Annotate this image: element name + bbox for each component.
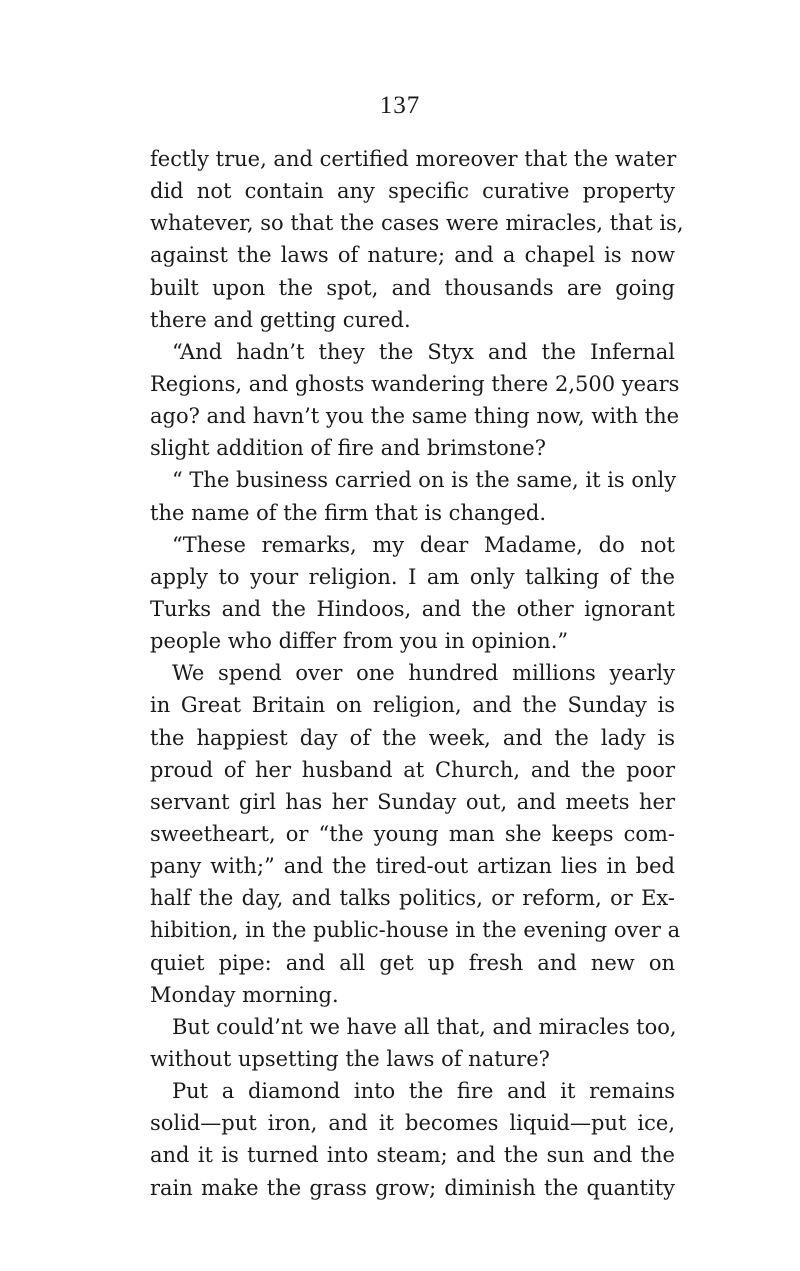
text-line: Put a diamond into the fire and it remains [172,1079,675,1104]
text-line: Turks and the Hindoos, and the other ignorant [150,596,675,621]
text-line: Regions, and ghosts wandering there 2,500 years [150,371,680,396]
text-line: ago? and havn’t you the same thing now, with the [150,404,680,429]
text-line: “And hadn’t they the Styx and the Infernal [172,339,675,364]
text-line: hibition, in the public-house in the evening over a [150,918,681,943]
body-text [150,143,684,1204]
text-line: half the day, and talks politics, or reform, or Ex- [150,886,675,911]
text-line: against the laws of nature; and a chapel is now [150,243,675,268]
text-line: whatever, so that the cases were miracles, that is, [150,211,684,236]
text-line: in Great Britain on religion, and the Sunday is [150,693,675,718]
text-line: But could’nt we have all that, and miracles too, [172,1014,677,1039]
text-line: fectly true, and certified moreover that the water [150,147,677,171]
text-line: the name of the firm that is changed. [150,500,547,525]
text-line: Monday morning. [150,982,339,1007]
text-line: there and getting cured. [150,307,411,332]
text-line: quiet pipe: and all get up fresh and new on [150,950,675,975]
text-line: proud of her husband at Church, and the poor [150,757,675,782]
text-line: without upsetting the laws of nature? [150,1046,550,1071]
text-line: servant girl has her Sunday out, and meets her [150,789,675,814]
text-line: people who differ from you in opinion.” [150,629,569,654]
text-line: sweetheart, or “the young man she keeps com- [150,821,675,846]
text-line: apply to your religion. I am only talking of the [150,564,675,589]
text-line: built upon the spot, and thousands are going [150,275,675,300]
text-line: rain make the grass grow; diminish the quantity [150,1175,675,1200]
text-line: We spend over one hundred millions yearly [172,661,675,686]
text-line: pany with;” and the tired-out artizan lies in bed [150,854,675,879]
text-line: and it is turned into steam; and the sun and the [150,1143,675,1168]
text-line: “These remarks, my dear Madame, do not [172,532,675,557]
text-line: “ The business carried on is the same, it is only [172,468,677,493]
text-line: did not contain any specific curative property [150,179,675,204]
text-line: solid—put iron, and it becomes liquid—put ice, [150,1111,675,1136]
page-number: 137 [379,92,421,119]
text-line: the happiest day of the week, and the lady is [150,725,675,750]
text-line: slight addition of fire and brimstone? [150,436,546,461]
